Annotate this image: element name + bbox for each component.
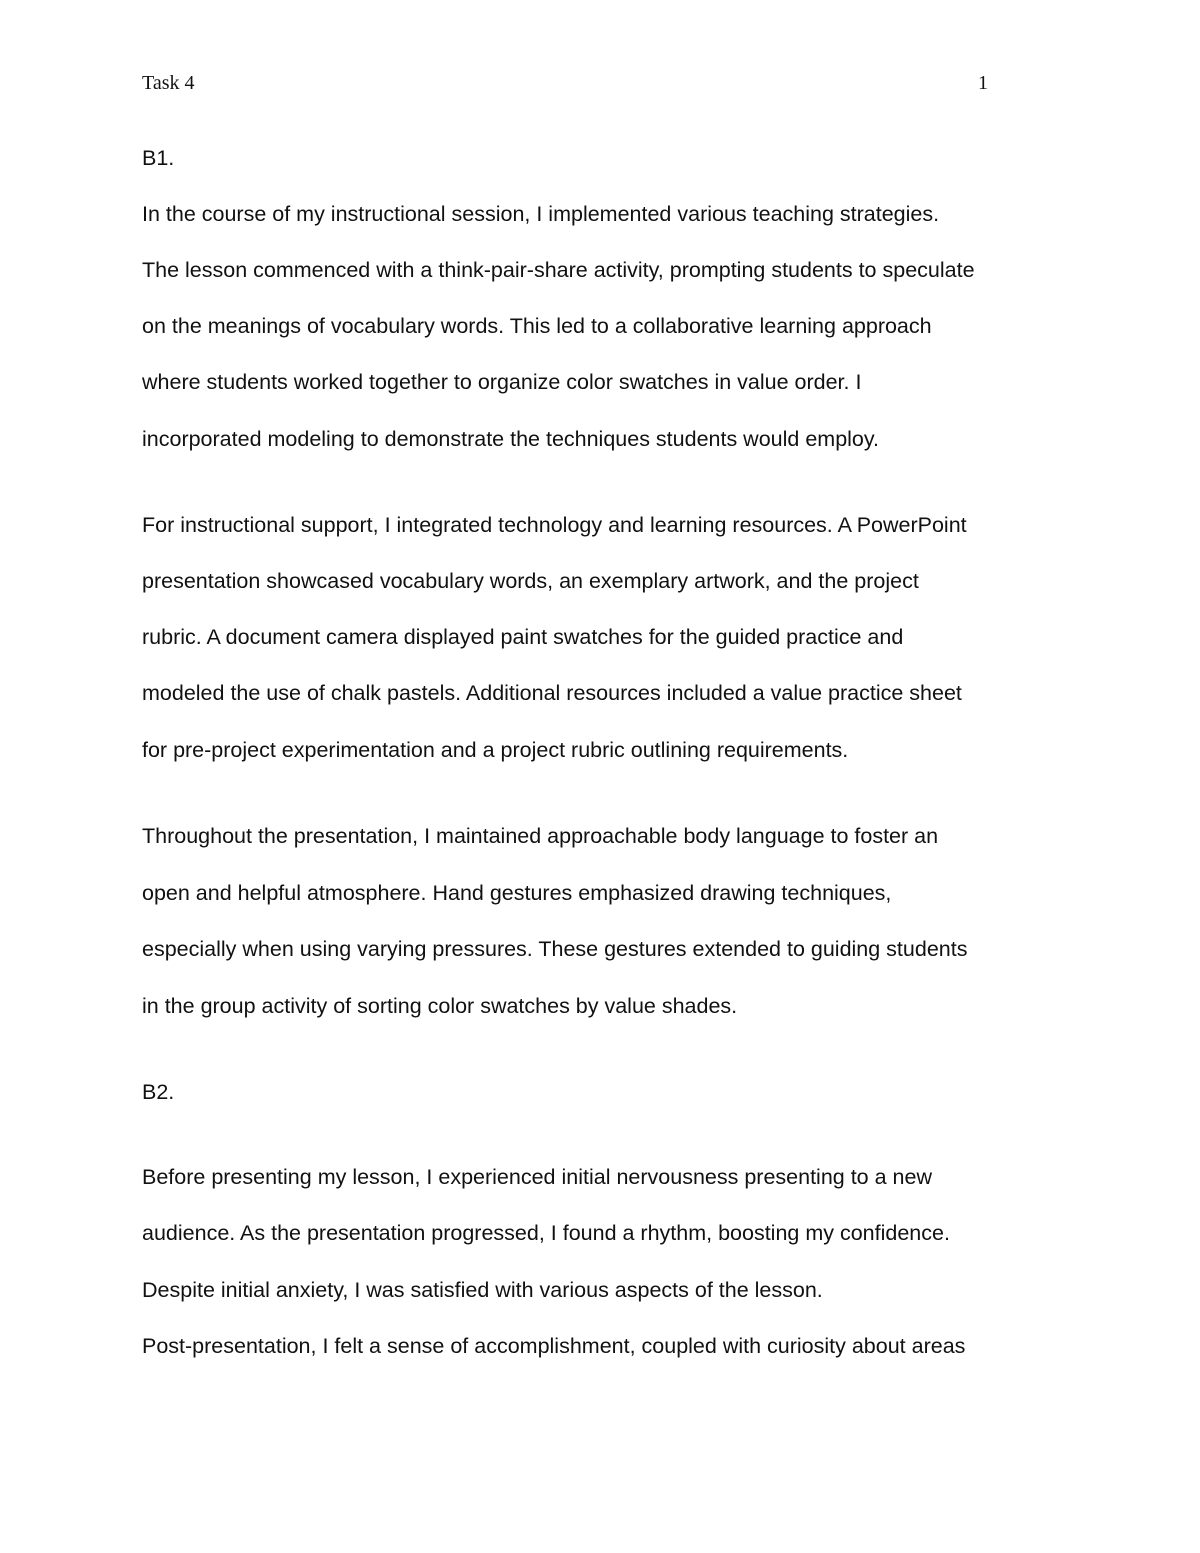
paragraph-line: presentation showcased vocabulary words, an exemplary artwork, and the project xyxy=(142,569,919,593)
section-heading-b2: B2. xyxy=(142,1080,175,1104)
paragraph-line: open and helpful atmosphere. Hand gestures emphasized drawing techniques, xyxy=(142,881,892,905)
paragraph-line: Before presenting my lesson, I experienced initial nervousness presenting to a new xyxy=(142,1165,932,1189)
paragraph-line: where students worked together to organize color swatches in value order. I xyxy=(142,370,862,394)
paragraph-line: Despite initial anxiety, I was satisfied with various aspects of the lesson. xyxy=(142,1278,823,1302)
paragraph-line: rubric. A document camera displayed paint swatches for the guided practice and xyxy=(142,625,904,649)
page-header xyxy=(142,72,988,102)
paragraph-line: on the meanings of vocabulary words. This led to a collaborative learning approach xyxy=(142,314,932,338)
paragraph-line: For instructional support, I integrated technology and learning resources. A PowerPoint xyxy=(142,513,967,537)
page-number: 1 xyxy=(978,72,988,94)
paragraph-line: especially when using varying pressures. These gestures extended to guiding students xyxy=(142,937,968,961)
paragraph-line: audience. As the presentation progressed, I found a rhythm, boosting my confidence. xyxy=(142,1221,950,1245)
paragraph-line: modeled the use of chalk pastels. Additional resources included a value practice sheet xyxy=(142,681,962,705)
paragraph-line: Throughout the presentation, I maintained approachable body language to foster an xyxy=(142,824,939,848)
running-head: Task 4 xyxy=(142,72,195,94)
paragraph-line: Post-presentation, I felt a sense of accomplishment, coupled with curiosity about areas xyxy=(142,1334,966,1358)
paragraph-line: incorporated modeling to demonstrate the techniques students would employ. xyxy=(142,427,880,451)
paragraph-line: The lesson commenced with a think-pair-share activity, prompting students to speculate xyxy=(142,258,975,282)
section-heading-b1: B1. xyxy=(142,146,175,170)
paragraph-line: for pre-project experimentation and a project rubric outlining requirements. xyxy=(142,738,849,762)
paragraph-line: in the group activity of sorting color swatches by value shades. xyxy=(142,994,738,1018)
paragraph-line: In the course of my instructional session, I implemented various teaching strategies. xyxy=(142,202,940,226)
